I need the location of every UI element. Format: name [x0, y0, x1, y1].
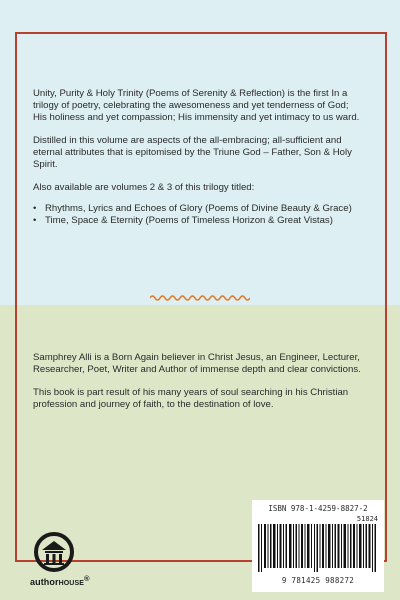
- barcode-box: [252, 500, 384, 592]
- trilogy-item: • Time, Space & Eternity (Poems of Timeless Horizon & Great Vistas): [33, 215, 363, 227]
- isbn-text: ISBN 978-1-4259-8827-2: [268, 504, 368, 513]
- authorhouse-logo-icon: [34, 532, 74, 572]
- trilogy-item: • Rhythms, Lyrics and Echoes of Glory (Poems of Divine Beauty & Grace): [33, 203, 363, 215]
- wavy-divider: [150, 294, 250, 302]
- barcode-addon: 51824: [356, 515, 378, 523]
- barcode-icon: [258, 524, 378, 572]
- author-bio: [33, 352, 371, 422]
- barcode-number: 9 781425 988272: [281, 576, 355, 585]
- author-bio-paragraph-2: This book is part result of his many years of soul searching in his Christian profession and journey of faith, to the destination of love.: [33, 387, 349, 410]
- publisher-logo: [30, 532, 98, 590]
- book-blurb: [33, 88, 363, 227]
- blurb-paragraph-1: Unity, Purity & Holy Trinity (Poems of Serenity & Reflection) is the first In a trilogy of poetry, celebrating the awesomeness and yet tenderness of God; His holiness and yet compassion; His immensity and yet intimacy to us ward.: [33, 88, 360, 123]
- publisher-name: authorHOUSE®: [30, 574, 90, 587]
- author-bio-paragraph-1: Samphrey Alli is a Born Again believer in Christ Jesus, an Engineer, Lecturer, Researcher, Poet, Writer and Author of immense depth and clear convictions.: [33, 352, 361, 375]
- blurb-paragraph-3: Also available are volumes 2 & 3 of this trilogy titled:: [33, 182, 255, 193]
- blurb-paragraph-2: Distilled in this volume are aspects of the all-embracing; all-sufficient and eternal attributes that is epitomised by the Triune God – Father, Son & Holy Spirit.: [33, 135, 352, 170]
- trilogy-list: [33, 203, 363, 227]
